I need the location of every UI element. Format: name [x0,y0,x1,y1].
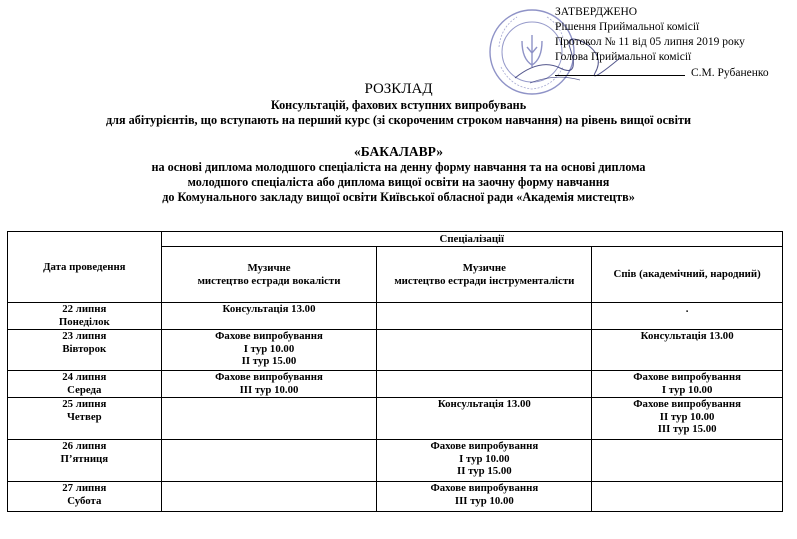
schedule-cell [161,440,377,482]
date-column-header: Дата проведення [8,232,162,303]
schedule-cell [592,440,783,482]
header-line-2: для абітурієнтів, що вступають на перший курс (зі скороченим строком навчання) на рівень вищої освіти [106,113,691,127]
table-row [8,303,783,330]
spec-instrumental-line-2: мистецтво естради інструменталісти [394,274,575,287]
approval-chair: Голова Приймальної комісії [555,51,692,63]
schedule-cell [161,330,377,371]
weekday-text: Середа [67,383,102,396]
approval-title: ЗАТВЕРДЖЕНО [555,6,638,18]
table-row [8,398,783,440]
date-cell [8,440,162,482]
approval-block [555,5,795,81]
specializations-header: Спеціалізації [161,232,782,247]
schedule-rows [8,303,783,512]
schedule-cell [377,440,592,482]
header-line-3: на основі диплома молодшого спеціаліста на денну форму навчання та на основі диплома [151,160,646,174]
spec-singing-header: Спів (академічний, народний) [592,247,783,303]
schedule-cell [592,482,783,512]
schedule-cell-line: III тур 15.00 [657,423,717,435]
schedule-cell-line: II тур 15.00 [241,355,297,367]
schedule-cell-line: III тур 10.00 [454,494,514,507]
schedule-cell [377,398,592,440]
header-line-4: молодшого спеціаліста або диплома вищої освіти на заочну форму навчання [187,175,610,189]
weekday-text: Субота [67,494,102,507]
schedule-cell-line: Консультація 13.00 [222,303,316,315]
spec-instrumental-line-1: Музичне [462,262,506,274]
spec-vocal-line-2: мистецтво естради вокалісти [197,274,341,287]
schedule-cell [377,330,592,371]
schedule-cell [592,371,783,398]
schedule-cell [161,398,377,440]
document-header [0,80,797,205]
header-line-5: до Комунального закладу вищої освіти Київської обласної ради «Академія мистецтв» [162,190,635,204]
schedule-cell [377,482,592,512]
schedule-cell-line: I тур 10.00 [661,383,713,396]
date-text: 24 липня [62,371,107,383]
schedule-cell-line: . [685,303,689,315]
table-row [8,371,783,398]
signer-name: С.М. Рубаненко [691,67,769,79]
date-text: 22 липня [62,303,107,315]
schedule-cell [377,303,592,330]
schedule-cell-line: I тур 10.00 [243,342,295,355]
schedule-cell-line: III тур 10.00 [239,383,299,396]
table-row [8,330,783,371]
spec-vocal-line-1: Музичне [247,262,291,274]
approval-decision: Рішення Приймальної комісії [555,21,700,33]
schedule-cell-line: II тур 15.00 [457,465,512,477]
schedule-cell-line: Фахове випробування [633,371,741,383]
weekday-text: П’ятниця [60,452,109,465]
schedule-cell-line: Фахове випробування [215,371,323,383]
schedule-cell-line: I тур 10.00 [459,452,510,465]
schedule-cell [592,330,783,371]
schedule-cell-line: Фахове випробування [430,482,539,494]
schedule-table [7,231,783,512]
schedule-cell [592,398,783,440]
schedule-cell-line: Фахове випробування [633,398,741,410]
signature-underline [555,65,685,76]
approval-protocol: Протокол № 11 від 05 липня 2019 року [555,36,745,48]
schedule-cell-line: Консультація 13.00 [437,398,531,410]
schedule-cell-line: Консультація 13.00 [640,330,734,342]
table-row [8,440,783,482]
date-cell [8,482,162,512]
schedule-cell [161,303,377,330]
table-row [8,482,783,512]
spec-vocal-header [161,247,377,303]
weekday-text: Понеділок [58,315,110,328]
degree-title: «БАКАЛАВР» [354,144,443,159]
signature-line [555,65,795,81]
date-text: 25 липня [62,398,107,410]
schedule-cell [161,371,377,398]
date-cell [8,330,162,371]
date-text: 23 липня [62,330,107,342]
weekday-text: Вівторок [62,342,107,355]
schedule-cell-line: Фахове випробування [215,330,323,342]
spec-instrumental-header [377,247,592,303]
date-text: 27 липня [62,482,107,494]
schedule-cell-line: Фахове випробування [430,440,539,452]
schedule-cell [161,482,377,512]
document-title: РОЗКЛАД [364,81,433,97]
date-cell [8,303,162,330]
header-line-1: Консультацій, фахових вступних випробувань [270,98,527,112]
weekday-text: Четвер [66,410,102,423]
schedule-cell [592,303,783,330]
date-cell [8,371,162,398]
schedule-cell [377,371,592,398]
date-text: 26 липня [62,440,107,452]
schedule-cell-line: II тур 10.00 [659,410,715,423]
date-cell [8,398,162,440]
